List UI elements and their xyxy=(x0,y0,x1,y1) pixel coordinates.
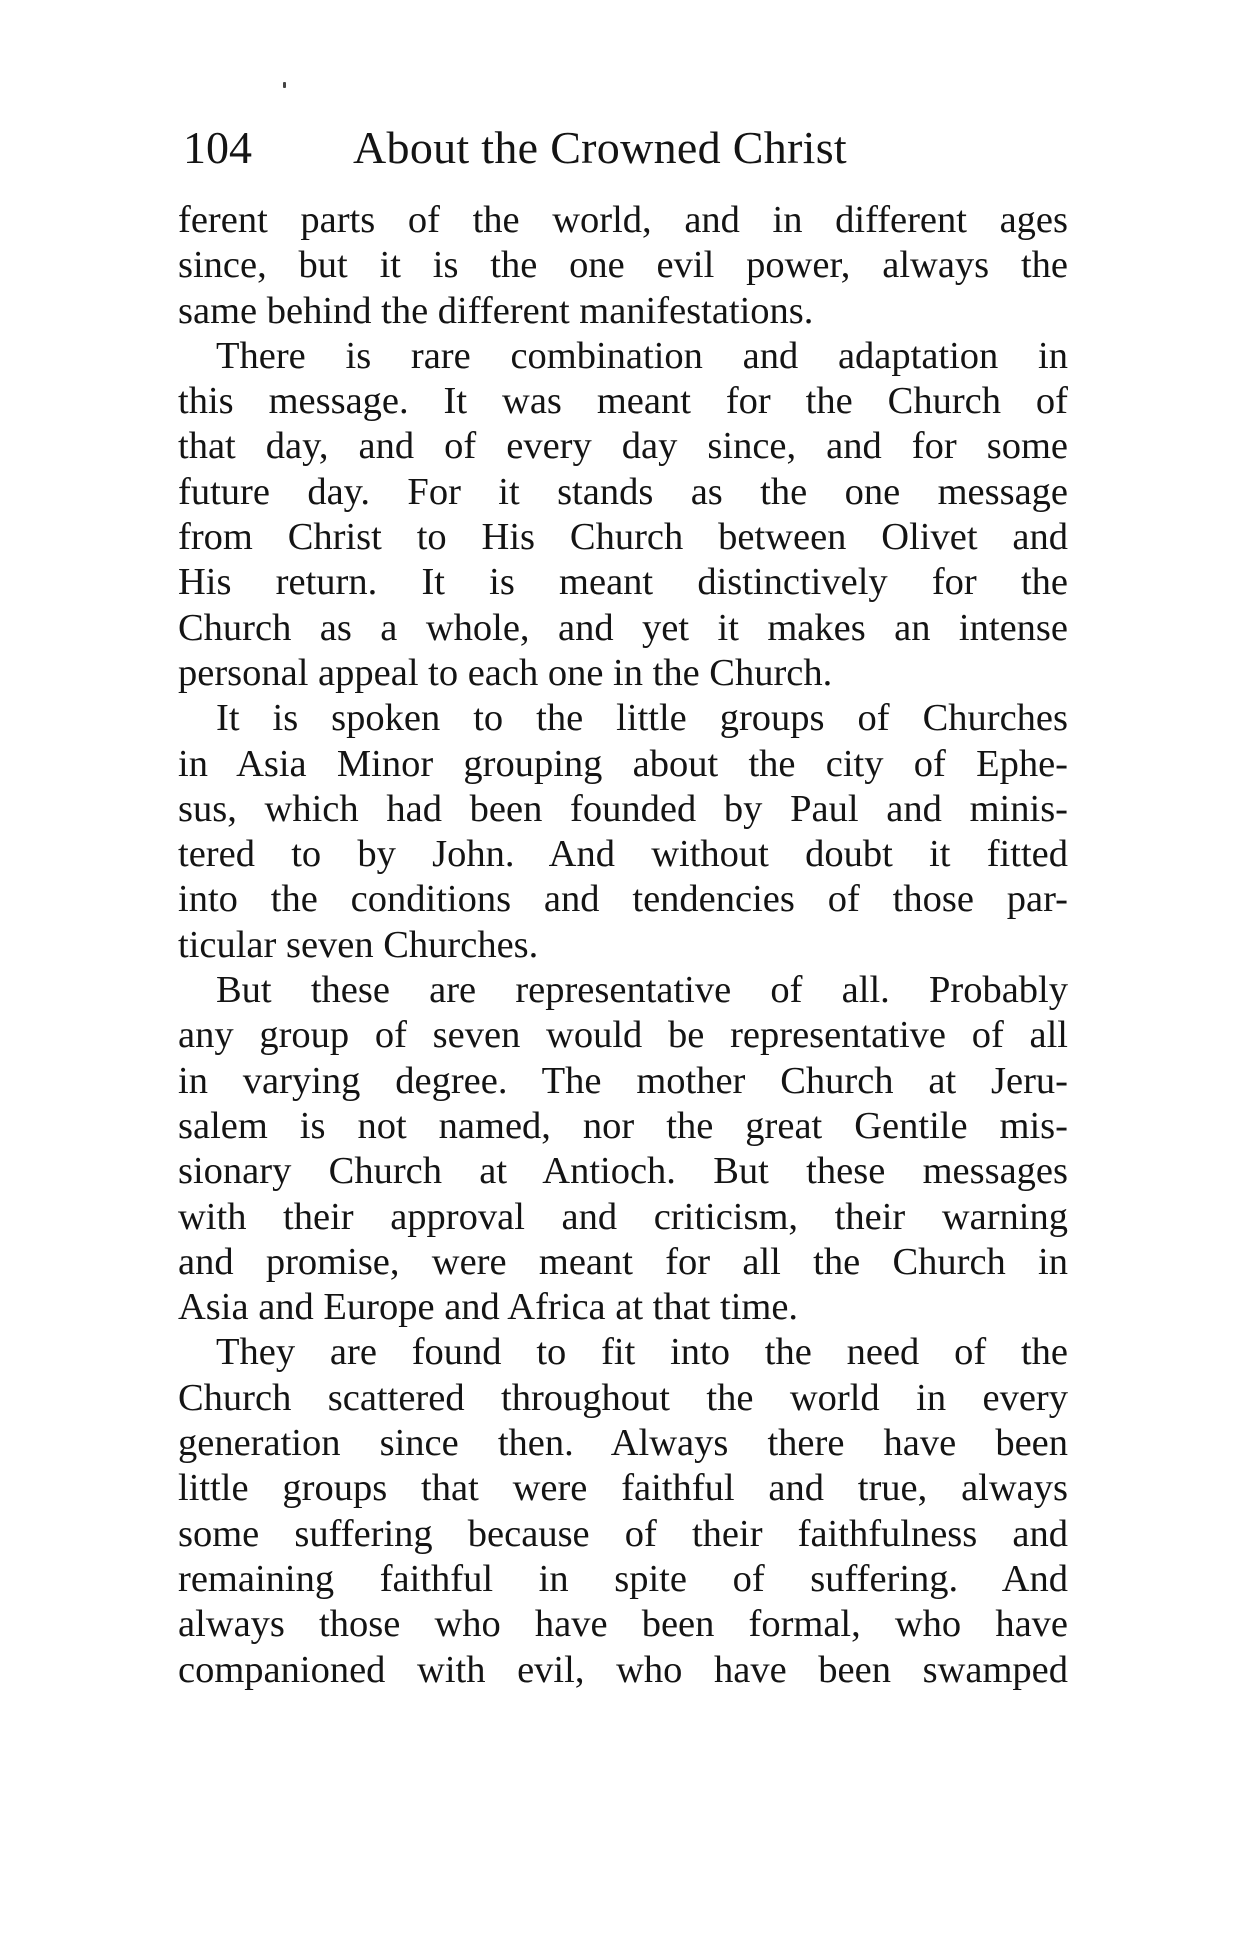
text-line: ticular seven Churches. xyxy=(178,923,539,966)
body-text xyxy=(178,198,1068,1693)
text-line: since, but it is the one evil power, always the xyxy=(178,244,1068,287)
text-line: But these are representative of all. Probably xyxy=(216,969,1068,1012)
text-line: some suffering because of their faithfulness and xyxy=(178,1512,1068,1555)
text-line: They are found to fit into the need of the xyxy=(216,1331,1068,1374)
text-line: same behind the different manifestations. xyxy=(178,289,814,332)
text-line: ferent parts of the world, and in different ages xyxy=(178,199,1068,241)
text-line: salem is not named, nor the great Gentile mis- xyxy=(178,1104,1068,1147)
text-line: that day, and of every day since, and for some xyxy=(178,425,1068,468)
text-line: in varying degree. The mother Church at Jeru- xyxy=(178,1059,1068,1102)
text-line: remaining faithful in spite of suffering. And xyxy=(178,1557,1068,1600)
text-line: sionary Church at Antioch. But these messages xyxy=(178,1150,1068,1193)
text-line: always those who have been formal, who have xyxy=(178,1603,1068,1646)
text-line: from Christ to His Church between Olivet and xyxy=(178,516,1068,559)
text-line: Church scattered throughout the world in every xyxy=(178,1376,1068,1419)
text-line: little groups that were faithful and true, always xyxy=(178,1467,1068,1510)
text-line: There is rare combination and adaptation in xyxy=(216,334,1068,377)
text-line: Asia and Europe and Africa at that time. xyxy=(178,1286,799,1329)
text-line: Church as a whole, and yet it makes an intense xyxy=(178,606,1068,649)
text-line: with their approval and criticism, their warning xyxy=(178,1195,1068,1238)
text-line: and promise, were meant for all the Church in xyxy=(178,1240,1068,1283)
running-title: About the Crowned Christ xyxy=(353,122,847,173)
text-line: future day. For it stands as the one message xyxy=(178,470,1068,513)
ink-speck xyxy=(283,82,286,88)
text-line: into the conditions and tendencies of those par- xyxy=(178,878,1068,921)
text-line: tered to by John. And without doubt it fitted xyxy=(178,833,1068,876)
text-line: sus, which had been founded by Paul and minis- xyxy=(178,787,1068,830)
text-line: personal appeal to each one in the Church. xyxy=(178,651,833,694)
text-line: in Asia Minor grouping about the city of Ephe- xyxy=(178,742,1068,785)
text-line: His return. It is meant distinctively for the xyxy=(178,561,1068,604)
text-line: any group of seven would be representative of all xyxy=(178,1014,1068,1057)
page-number: 104 xyxy=(183,122,252,173)
text-line: this message. It was meant for the Church of xyxy=(178,380,1068,423)
page-header xyxy=(183,118,1073,178)
text-line: It is spoken to the little groups of Churches xyxy=(216,697,1068,740)
text-line: generation since then. Always there have been xyxy=(178,1422,1068,1465)
text-line: companioned with evil, who have been swamped xyxy=(178,1648,1068,1691)
